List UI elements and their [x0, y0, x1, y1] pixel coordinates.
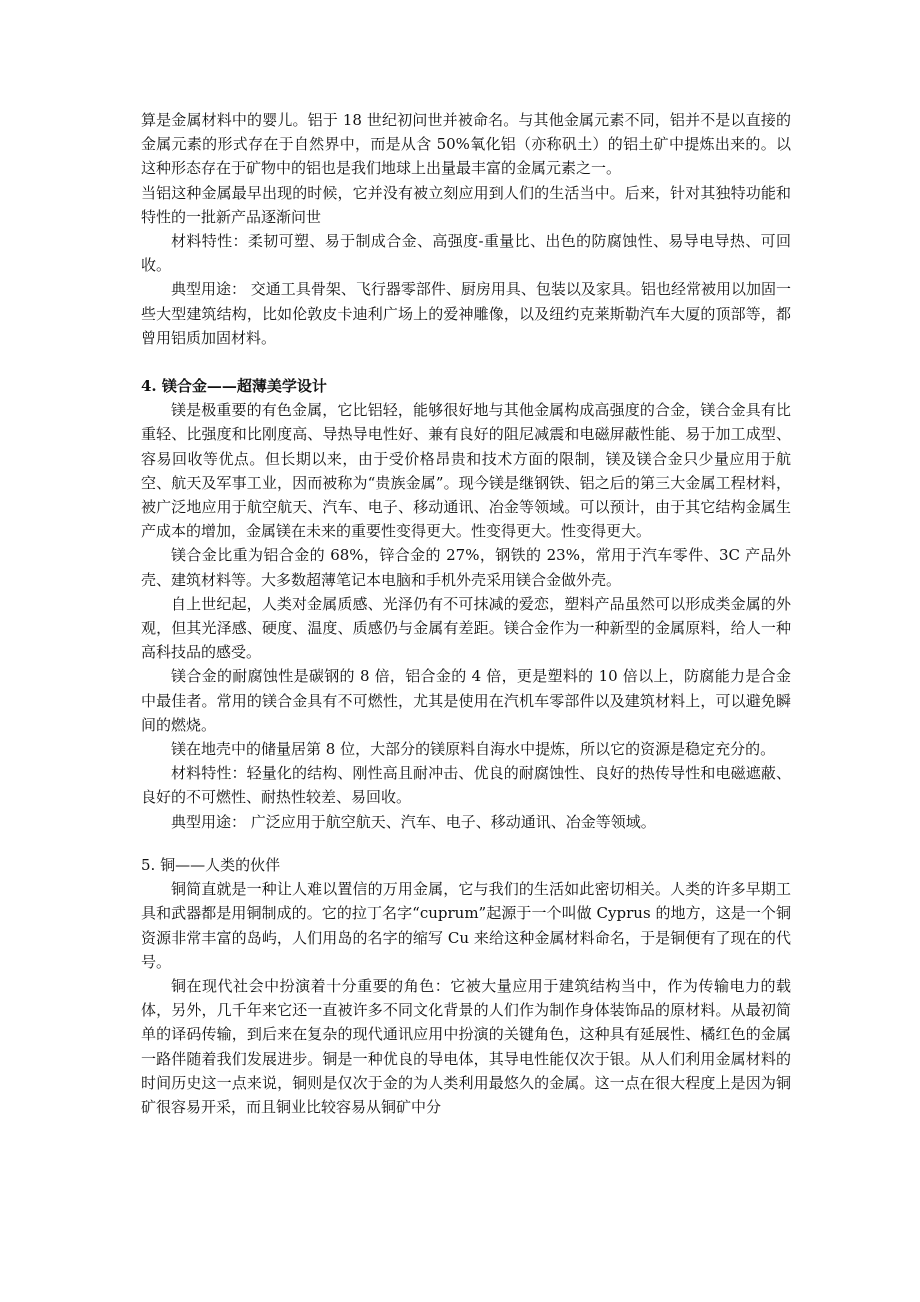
- section-spacer: [141, 834, 791, 853]
- magnesium-properties: 材料特性：轻量化的结构、刚性高且耐冲击、优良的耐腐蚀性、良好的热传导性和电磁遮蔽、良好的不可燃性、耐热性较差、易回收。: [141, 764, 791, 807]
- copper-paragraph: 铜简直就是一种让人难以置信的万用金属，它与我们的生活如此密切相关。人类的许多早期工具和武器都是用铜制成的。它的拉丁名字“cuprum”起源于一个叫做 Cyprus 的地方，这是一个铜资源非常丰富的岛屿，人们用岛的名字的缩写 Cu 来给这种金属材料命名，于是铜便有了现在的代号。: [141, 880, 791, 971]
- copper-paragraph: 铜在现代社会中扮演着十分重要的角色：它被大量应用于建筑结构当中，作为传输电力的载体，另外，几千年来它还一直被许多不同文化背景的人们作为制作身体装饰品的原材料。从最初简单的译码传输，到后来在复杂的现代通讯应用中扮演的关键角色，这种具有延展性、橘红色的金属一路伴随着我们发展进步。铜是一种优良的导电体，其导电性能仅次于银。从人们利用金属材料的时间历史这一点来说，铜则是仅次于金的为人类利用最悠久的金属。这一点在很大程度上是因为铜矿很容易开采，而且铜业比较容易从铜矿中分: [141, 976, 791, 1116]
- aluminum-history: 当铝这种金属最早出现的时候，它并没有被立刻应用到人们的生活当中。后来，针对其独特功能和特性的一批新产品逐渐问世: [141, 183, 791, 226]
- magnesium-paragraph: 镁合金的耐腐蚀性是碳钢的 8 倍，铝合金的 4 倍，更是塑料的 10 倍以上，防腐能力是合金中最佳者。常用的镁合金具有不可燃性，尤其是使用在汽机车零部件以及建筑材料上，可以避免瞬间的燃烧。: [141, 667, 791, 734]
- magnesium-paragraph: 镁在地壳中的储量居第 8 位，大部分的镁原料自海水中提炼，所以它的资源是稳定充分的。: [171, 740, 776, 759]
- section-heading-magnesium: 4. 镁合金——超薄美学设计: [141, 377, 327, 396]
- aluminum-uses: 典型用途： 交通工具骨架、飞行器零部件、厨房用具、包装以及家具。铝也经常被用以加固一些大型建筑结构，比如伦敦皮卡迪利广场上的爱神雕像，以及纽约克莱斯勒汽车大厦的顶部等，都曾用铝质加固材料。: [141, 280, 791, 347]
- section-heading-copper: 5. 铜——人类的伙伴: [141, 855, 281, 874]
- magnesium-paragraph: 镁合金比重为铝合金的 68%，锌合金的 27%，钢铁的 23%，常用于汽车零件、3C 产品外壳、建筑材料等。大多数超薄笔记本电脑和手机外壳采用镁合金做外壳。: [141, 546, 791, 589]
- magnesium-paragraph: 镁是极重要的有色金属，它比铝轻，能够很好地与其他金属构成高强度的合金，镁合金具有比重轻、比强度和比刚度高、导热导电性好、兼有良好的阻尼减震和电磁屏蔽性能、易于加工成型、容易回收等优点。但长期以来，由于受价格昂贵和技术方面的限制，镁及镁合金只少量应用于航空、航天及军事工业，因而被称为“贵族金属”。现今镁是继钢铁、铝之后的第三大金属工程材料，被广泛地应用于航空航天、汽车、电子、移动通讯、冶金等领域。可以预计，由于其它结构金属生产成本的增加，金属镁在未来的重要性变得更大。性变得更大。性变得更大。: [141, 401, 791, 541]
- magnesium-uses: 典型用途： 广泛应用于航空航天、汽车、电子、移动通讯、冶金等领域。: [171, 812, 656, 831]
- section-spacer: [141, 350, 791, 374]
- magnesium-paragraph: 自上世纪起，人类对金属质感、光泽仍有不可抹减的爱恋，塑料产品虽然可以形成类金属的外观，但其光泽感、硬度、温度、质感仍与金属有差距。镁合金作为一种新型的金属原料，给人一种高科技品的感受。: [141, 594, 791, 662]
- document-page: [141, 108, 791, 1119]
- aluminum-intro: 算是金属材料中的婴儿。铝于 18 世纪初问世并被命名。与其他金属元素不同，铝并不是以直接的金属元素的形式存在于自然界中，而是从含 50%氧化铝（亦称矾土）的铝土矿中提炼出来的。以这种形态存在于矿物中的铝也是我们地球上出量最丰富的金属元素之一。: [141, 111, 791, 178]
- aluminum-properties: 材料特性：柔韧可塑、易于制成合金、高强度-重量比、出色的防腐蚀性、易导电导热、可回收。: [141, 232, 791, 275]
